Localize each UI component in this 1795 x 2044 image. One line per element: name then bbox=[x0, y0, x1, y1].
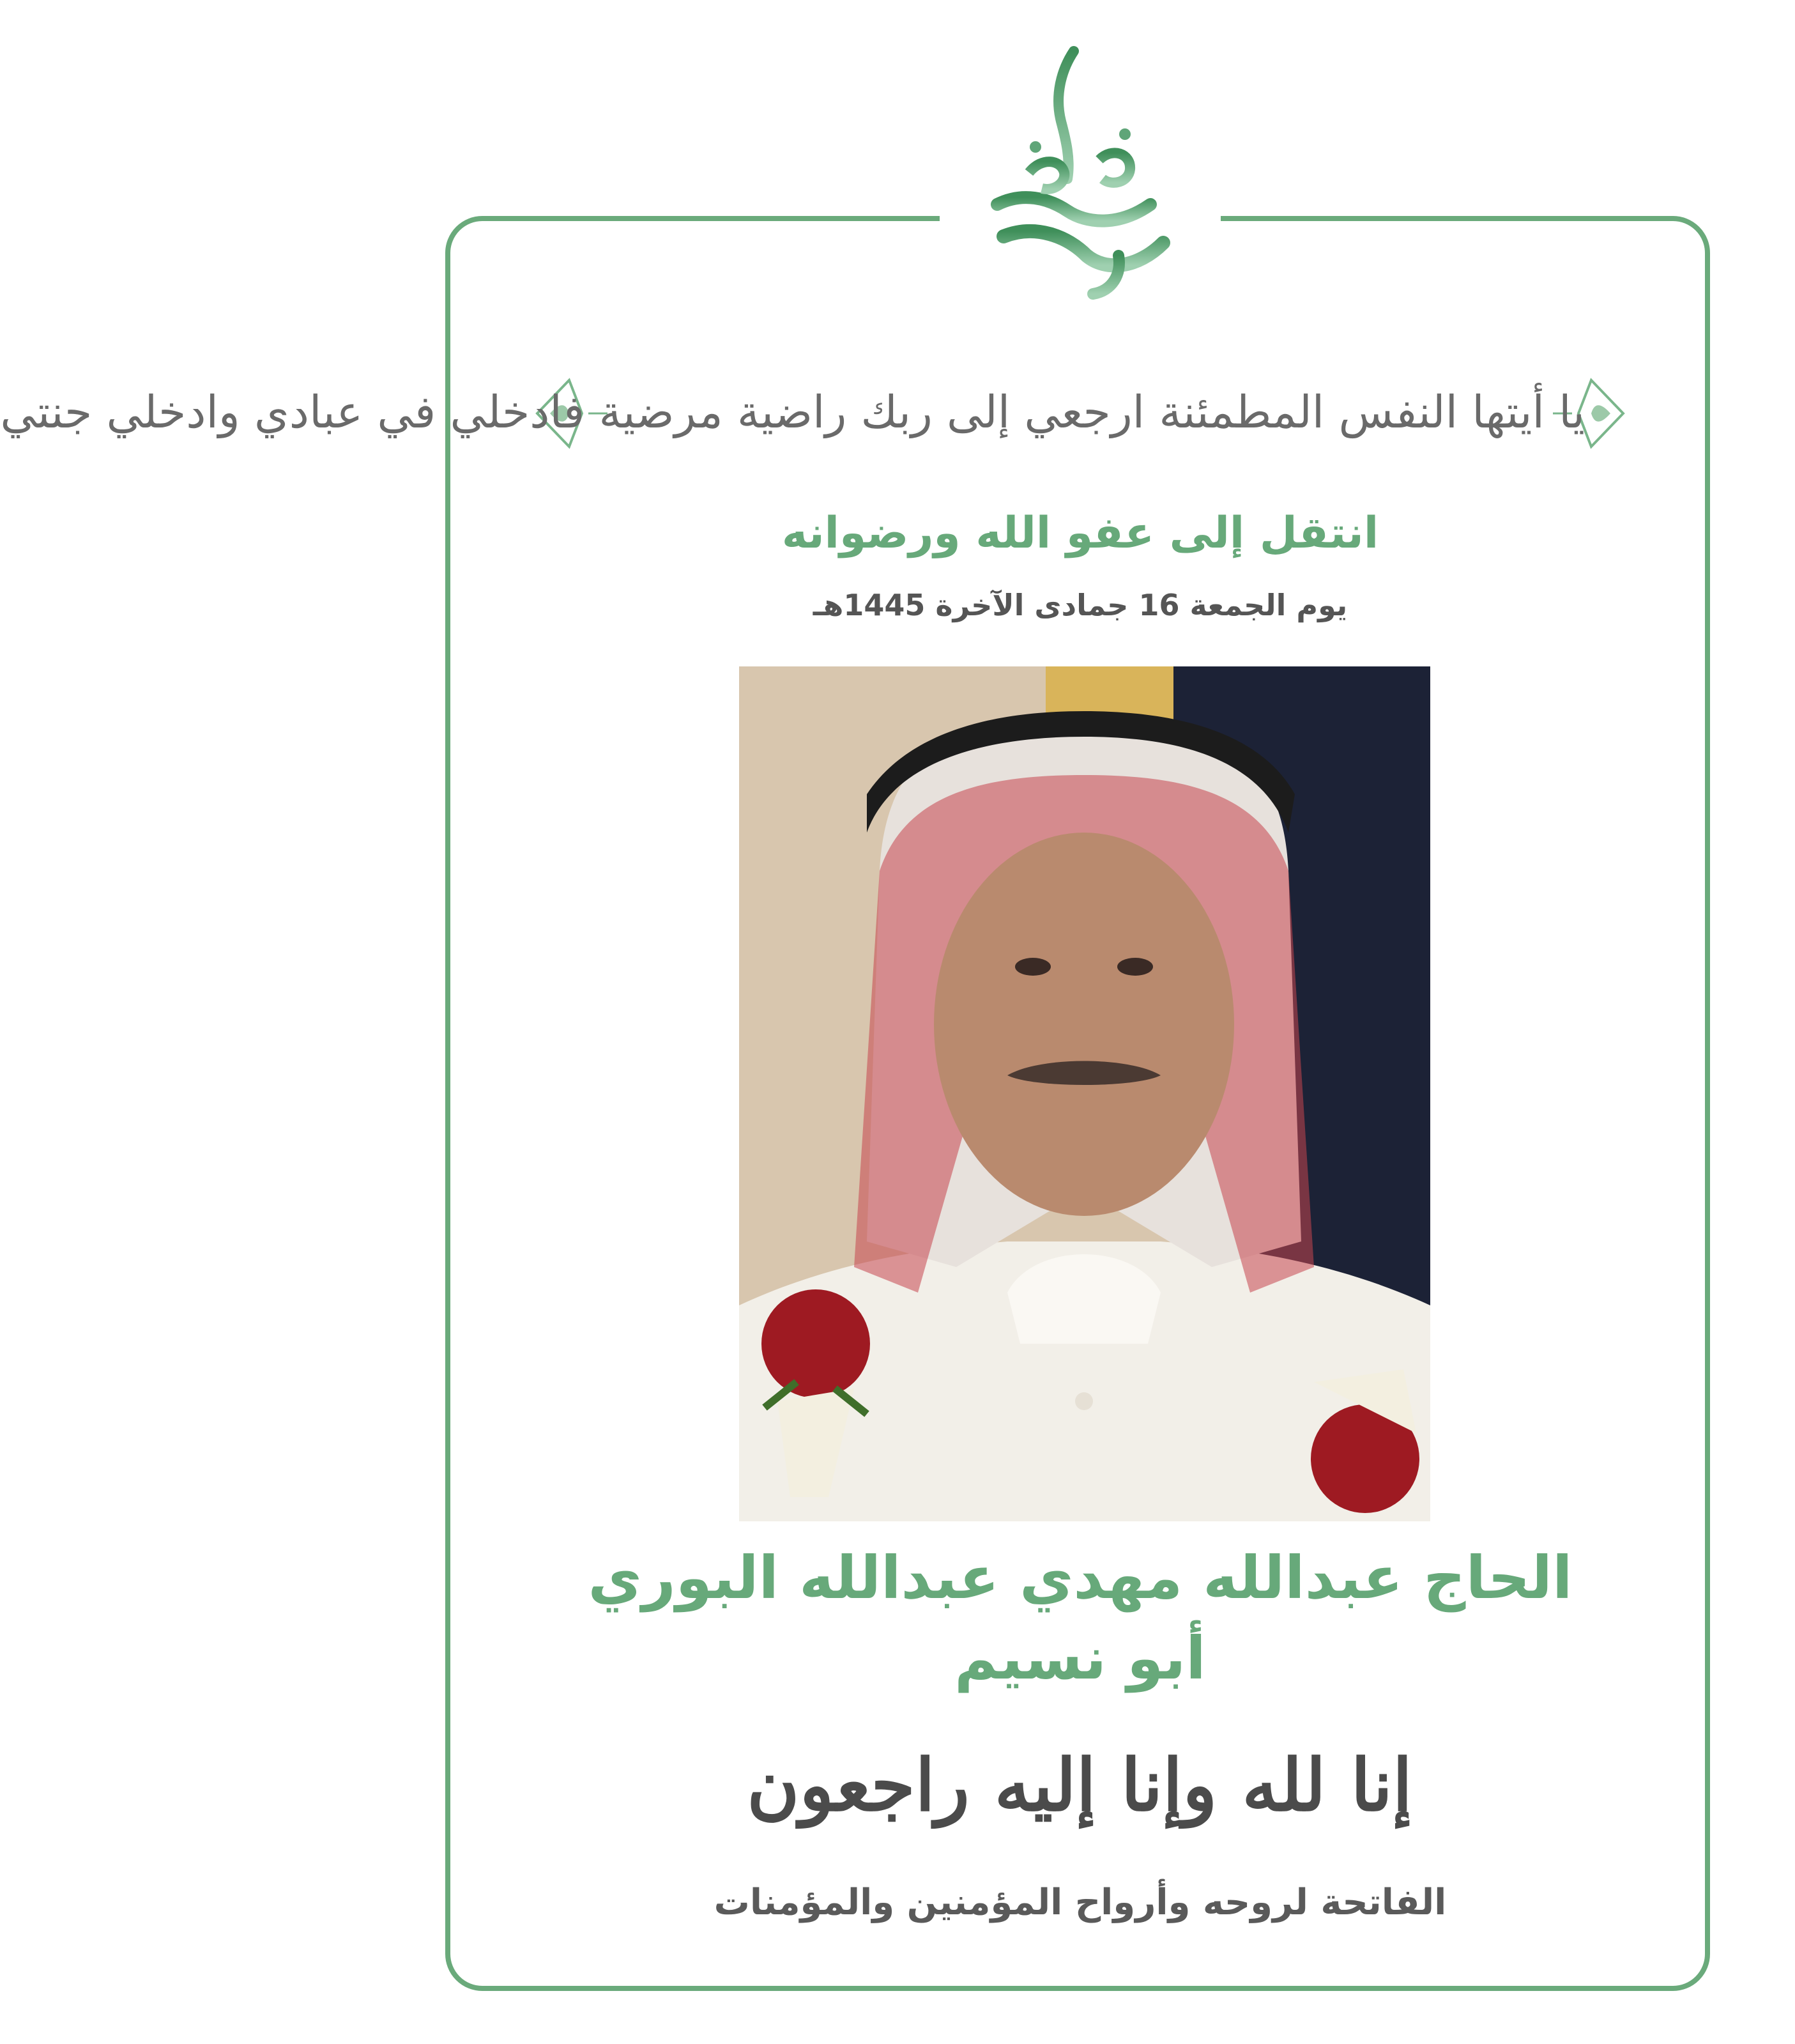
portrait-photo bbox=[739, 666, 1430, 1521]
deceased-kunya: أبو نسيم bbox=[954, 1624, 1206, 1693]
death-date: يوم الجمعة 16 جمادى الآخرة 1445هـ bbox=[813, 588, 1348, 622]
condolence-calligraphy: إنا لله وإنا إليه راجعون bbox=[747, 1744, 1412, 1827]
deceased-name: الحاج عبدالله مهدي عبدالله البوري bbox=[588, 1544, 1573, 1612]
quran-verse: يا أيتها النفس المطمئنة ارجعي إلى ربك راضية مرضية فادخلي في عبادي وادخلي جنتي bbox=[0, 386, 1585, 438]
closing-prayer: الفاتحة لروحه وأرواح المؤمنين والمؤمنات bbox=[714, 1882, 1447, 1923]
logo-calligraphy bbox=[959, 45, 1202, 300]
headline: انتقل إلى عفو الله ورضوانه bbox=[781, 508, 1379, 558]
